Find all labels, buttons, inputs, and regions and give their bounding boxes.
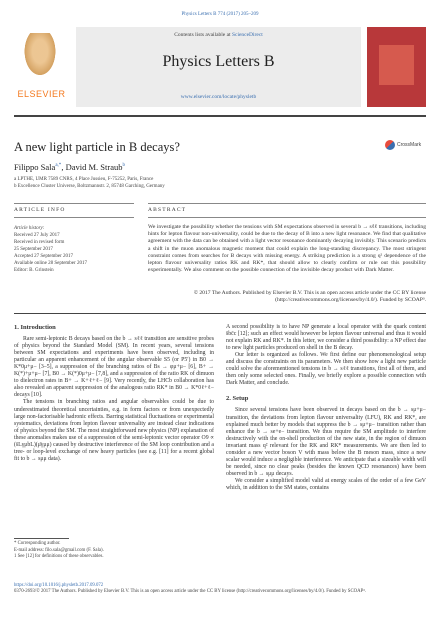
history-line: Editor: B. Grinstein (14, 268, 54, 273)
copyright-notice: © 2017 The Authors. Published by Elsevier B.V. This is an open access article under the CC BY license (http://creativecommons.org/licenses/by/4.0/). Funded by SCOAP³. (193, 290, 426, 304)
paragraph: The tensions in branching ratios and angular observables could be due to underestimated theoretical uncertainties, e.g. in form factors or from unexpectedly large non-factorisable hadronic effects. Barring statistical fluctuations or experimental systematics, deviations from lepton flavour universality are instead clear indications of physics beyond the SM. The most straightforward new physics (NP) explanation of these anomalies makes use of a suppression of the semi-leptonic vector operator O9 ∝ (s̄LγμbL)(μ̄γμμ) caused by destructive interference of the SM loop contribution and a tree- or loop-level exchange of new heavy particles (see e.g. [11] for a recent global fit to b → sμμ data). (14, 399, 214, 462)
affiliation: a LPTHE, UMR 7589 CNRS, 4 Place Jussieu, F-75252, Paris, France (14, 177, 154, 182)
header-rule (14, 115, 426, 117)
history-line: Received 27 July 2017 (14, 233, 60, 238)
crossmark-icon (385, 140, 395, 150)
right-column (226, 324, 426, 492)
page-footer (14, 583, 426, 596)
journal-banner (76, 27, 361, 107)
publisher-logo-text: ELSEVIER (17, 89, 66, 99)
paragraph: Our letter is organized as follows. We first define our phenomenological setup and discuss the constraints on its parameters. We then show how a light new particle could solve the aforementioned tensions in b → sℓℓ transitions, first all of them, and then only some selected ones. Finally, we briefly explore a possible connection with Dark Matter, and conclude. (226, 352, 426, 387)
abstract-text: We investigate the possibility whether the tensions with SM expectations observed in several b → sℓℓ transitions, including hints for lepton flavour non-universality, could be due to the decay of B into a new light resonance. We find that qualitative agreement with the data can be obtained with a light vector resonance dominantly decaying invisibly. This scenario predicts a shift in the muon anomalous magnetic moment that could explain the long-standing discrepancy. The most stringent constraint comes from searches for B decays with missing energy. A striking prediction is a strong q² dependence of the lepton flavour universality ratios RK and RK*, that should allow to clearly confirm or rule out this possibility experimentally. We also comment on the possible connection of the invisible decay product with Dark Matter. (148, 224, 426, 274)
doi-link[interactable]: https://doi.org/10.1016/j.physletb.2017.09.072 (14, 583, 104, 588)
footnote: * Corresponding author. (14, 541, 61, 546)
history-line: 25 September 2017 (14, 247, 53, 252)
publisher-logo[interactable] (14, 27, 69, 107)
article-info-heading: ARTICLE INFO (14, 207, 66, 213)
footnote: 1 See [12] for definitions of these observables. (14, 554, 104, 559)
left-column (14, 324, 214, 463)
license-line: 0370-2693/© 2017 The Authors. Published by Elsevier B.V. This is an open access article under the CC BY license (http://creativecommons.org/licenses/by/4.0/). Funded by SCOAP³. (14, 589, 366, 595)
journal-title: Physics Letters B (162, 53, 275, 70)
footnote-email[interactable]: E-mail address: filo.sala@gmail.com (F. Sala). (14, 547, 104, 553)
cover-graphic (379, 45, 414, 85)
history-line: Received in revised form (14, 240, 65, 245)
paper-title: A new light particle in B decays? (14, 140, 180, 154)
abstract-rule (148, 203, 426, 204)
journal-homepage (76, 94, 361, 100)
author-name[interactable]: Filippo Sala (14, 162, 56, 172)
abstract-rule (148, 217, 426, 218)
paragraph: A second possibility is to have NP generate a local operator with the quark content s̄bc̄c [12]; such an effect would however be lepton flavour universal and thus it would not explain RK and RK*. In this letter, we consider a third possibility: a NP effect due to new light particles produced on shell in the B decay. (226, 324, 426, 352)
footnotes (14, 541, 214, 561)
elsevier-tree-icon (22, 33, 58, 79)
journal-header (14, 27, 426, 107)
history-heading: Article history: (14, 226, 45, 231)
abstract-heading: ABSTRACT (148, 207, 187, 213)
sciencedirect-link[interactable]: ScienceDirect (231, 32, 263, 38)
crossmark-label: CrossMark (397, 142, 422, 148)
body-rule (14, 313, 426, 314)
article-info-rule (14, 203, 134, 204)
author-marks[interactable]: a,* (55, 163, 62, 169)
contents-line (76, 32, 361, 38)
history-line: Available online 28 September 2017 (14, 261, 87, 266)
footnote-rule (14, 538, 69, 539)
history-line: Accepted 27 September 2017 (14, 254, 74, 259)
homepage-link[interactable]: www.elsevier.com/locate/physletb (180, 94, 257, 100)
author-marks[interactable]: b (122, 163, 125, 169)
paragraph: Rare semi-leptonic B decays based on the b → sℓℓ transition are sensitive probes of physics beyond the Standard Model (SM). In recent years, several tensions between SM expectations and experiments have been observed, including in particular an apparent enhancement of the angular observable S5 (or P5′) in B0 → K*0μ+μ− [3–5], a suppression of the branching ratios of Bs → φμ+μ− [6], B+ → K(*)+μ+μ− [7], B0 → K(*)0μ+μ− [7,8], and a suppression of the ratio RK of dimuon to dielectron rates in B+ → K+ℓ+ℓ− [9]. Very recently, the LHCb collaboration has also revealed an apparent suppression of the analogous ratio RK* in B0 → K*0ℓ+ℓ− decays [10]. (14, 336, 214, 399)
section-heading: 2. Setup (226, 395, 249, 403)
author-name[interactable]: David M. Straub (65, 162, 123, 172)
contents-prefix: Contents lists available at (174, 32, 231, 38)
journal-cover-image (367, 27, 426, 107)
journal-reference[interactable]: Physics Letters B 774 (2017) 205–209 (181, 12, 259, 17)
crossmark-badge[interactable] (385, 140, 421, 150)
author-list: Filippo Sala$^{a,*}$, David M. Straub$^b$ (14, 162, 125, 172)
section-heading: 1. Introduction (14, 324, 56, 331)
paragraph: Since several tensions have been observed in decays based on the b → sμ+μ− transition, the deviations from lepton flavour universality (LFU), RK and RK*, are explained much better by models that suppress the b → sμ+μ− transition rather than enhance the b → se+e− transition. We thus require the SM amplitude to interfere destructively with the on-shell production of the new state, in the region of dimuon invariant mass q² relevant for the RK and RK* measurements. We are then led to consider a new vector boson V with mass below the B meson mass, since a new scalar would induce a negligible interference. We anticipate that a sizeable width will be needed, since no clear peaks (besides the known QCD resonances) have been observed in b → sμμ decays. (226, 407, 426, 477)
article-history (14, 225, 134, 274)
paragraph: We consider a simplified model valid at energy scales of the order of a few GeV which, in addition to the SM states, contains (226, 477, 426, 491)
affiliation: b Excellence Cluster Universe, Boltzmannstr. 2, 85748 Garching, Germany (14, 184, 165, 189)
article-info-rule (14, 217, 134, 218)
